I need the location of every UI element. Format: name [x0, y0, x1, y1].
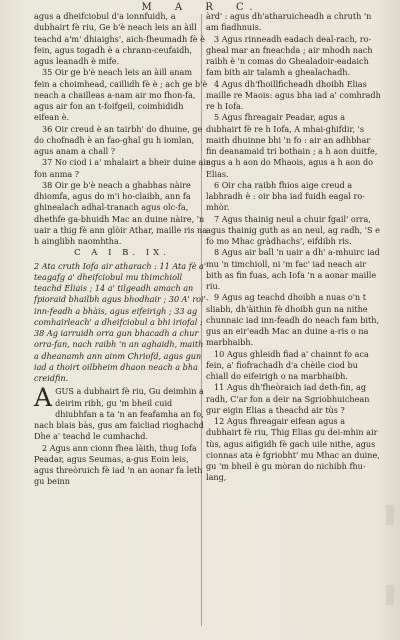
left-verse-list-continued: [34, 443, 210, 488]
verse: 11 Agus dh'fheòraich iad deth-fin, ag radh, C'ar fon a deir na Sgriobhuichean gur eigin Elias a theachd air tùs ?: [206, 382, 370, 415]
left-column: [34, 11, 210, 488]
verse: 10 Agus ghleidh fiad a' chainnt fo aca fein, a' fiofrachadh d'a chèile ciod bu chiall do eifeirigh o na marbhaibh.: [206, 348, 369, 381]
verse: 7 Agus thainig neul a chuir fgail' orra, agus thainig guth as an neul, ag radh, 'S e fo mo Mhac gràdhachs', eifdibh ris.: [206, 213, 380, 246]
running-head-letter: A: [174, 2, 189, 13]
verse: 9 Agus ag teachd dhoibh a nuas o'n t sliabh, dh'àithin fè dhoibh gun na nithe chunnaic iad inn-feadh do neach fam bith, gus an eir'eadh Mac an duine a-ris o na marbhaibh.: [206, 292, 380, 348]
verse: 12 Agus fhreagair eifean agus a dubhairt fè riu, Thig Elias gu dei-mhin air tùs, agus aifigidh fè gach uile nithe, agus cionnas ata è fgriobht' mu Mhac an duine, gu 'm bheil è gu mòran do nichibh fhu-lang,: [206, 416, 380, 483]
verse: 8 Agus air ball 'n uair a dh' a-mhuirc iad mu 'n timchioll, ni 'm fac' iad neach air bith as fin fuas, ach Iofa 'n a aonar maille riu.: [206, 247, 380, 291]
left-verse-list: [34, 11, 210, 247]
running-head-letter: M: [141, 2, 158, 13]
running-head-letter: R: [205, 2, 219, 13]
verse: 5 Agus fhreagair Peadar, agus a dubhairt fè re h Iofa, A mhai-ghifdir, 's maith dhuinne bhi 'n fo : air an adhbhar fin deanamaid tri bothain ; a h aon duitfe, agus a h aon do Mhaois, agus a h aon do Elias.: [206, 112, 378, 179]
page-edge-shadow: [386, 505, 394, 525]
page-edge-shadow: [386, 585, 394, 605]
chapter-summary: 2 Ata cruth Iofa air atharach : 11 Ata fè a' teagafg a' dheifciobul mu thimchioll teachd Eliais ; 14 a' tilgeadh amach an fpioraid bhailbh agus bhodhair ; 30 A' roi'-inn-feadh a bhàis, agus eifeirigh ; 33 ag comhairleach' a dheifciobul a bhi iriofal : 38 Ag iarruidh orra gun bhacadh a chur orra-fan, nach raibh 'n an aghaidh, maith a dheanamh ann ainm Chriofd, agus gun iad a thoirt oilbheim dhaon neach a bha creidfin.: [34, 260, 209, 383]
right-verse-list: [206, 11, 382, 484]
verse: 4 Agus dh'fhoillficheadh dhoibh Elias maille re Maois: agus bha iad a' comhradh re h Iofa.: [206, 78, 381, 111]
verse: 35 Oir ge b'è neach leis an àill anam fein a choimhead, caillidh fè è ; ach ge b'è neach a chailleas a-nam air mo fhon-fa, agus air fon an t-foifgeil, coimhididh eifean è.: [34, 67, 208, 123]
verse: 38 Oir ge b'è neach a ghabhas nàire dhiomfa, agus do m'i ho-claibh, ann fa ghinealach adhal-tranach agus olc-fa, dhethfe ga-bhuidh Mac an duine nàire, 'n uair a thig fè ann glòir Athar, maille ris na h ainglibh naomhtha.: [34, 179, 208, 246]
verse: 36 Oir creud è an tairbh' do dhuine, ge do chofnadh è an fao-ghal gu h iomlan, agus anam a chall ?: [34, 123, 203, 156]
verse: 6 Oir cha raibh fhios aige creud a labhradh è : oir bha iad fuidh eagal ro-mhòr.: [206, 179, 366, 213]
chapter-opening-verse: [34, 383, 210, 442]
drop-cap: A: [34, 383, 53, 413]
chapter-heading: C A I B. IX.: [74, 248, 170, 259]
right-column: [206, 11, 382, 484]
running-head-letter: C.: [236, 2, 259, 13]
verse: 2 Agus ann cionn fhea làith, thug Iofa Peadar, agus Seumas, a-gus Eoin leis, agus threòruich fè iad 'n an aonar fa leth gu beinn: [34, 442, 203, 487]
verse: 3 Agus rinneadh eadach deal-rach, ro-gheal mar an fneachda ; air mhodh nach raibh è 'n comas do Ghealadoir-eadaich fam bith air talamh a ghealachadh.: [206, 33, 373, 78]
opening-verse-text: GUS a dubhairt fè riu, Gu deimhin a deirim ribh, gu 'm bheil cuid dhiubhfan a ta 'n an feafamha an fo, nach blais bàs, gus am faicliad rioghachd Dhe a' teachd le cumhachd.: [34, 386, 204, 442]
verse: àrd' : agus dh'atharuicheadh a chruth 'n am fiadhnuis.: [206, 11, 372, 33]
verse: 37 No ciod i a' mhalairt a bheir duine air fon anma ?: [34, 157, 210, 179]
verse: agus a dheifciobul d'a ionnfuidh, a dubhairt fè riu, Ge b'è neach leis an àill teachd a'm' dhiaighs', aich-fheumadh fè è fein, agus togadh è a chrann-ceufaidh, agus leanadh è mife.: [34, 11, 205, 66]
